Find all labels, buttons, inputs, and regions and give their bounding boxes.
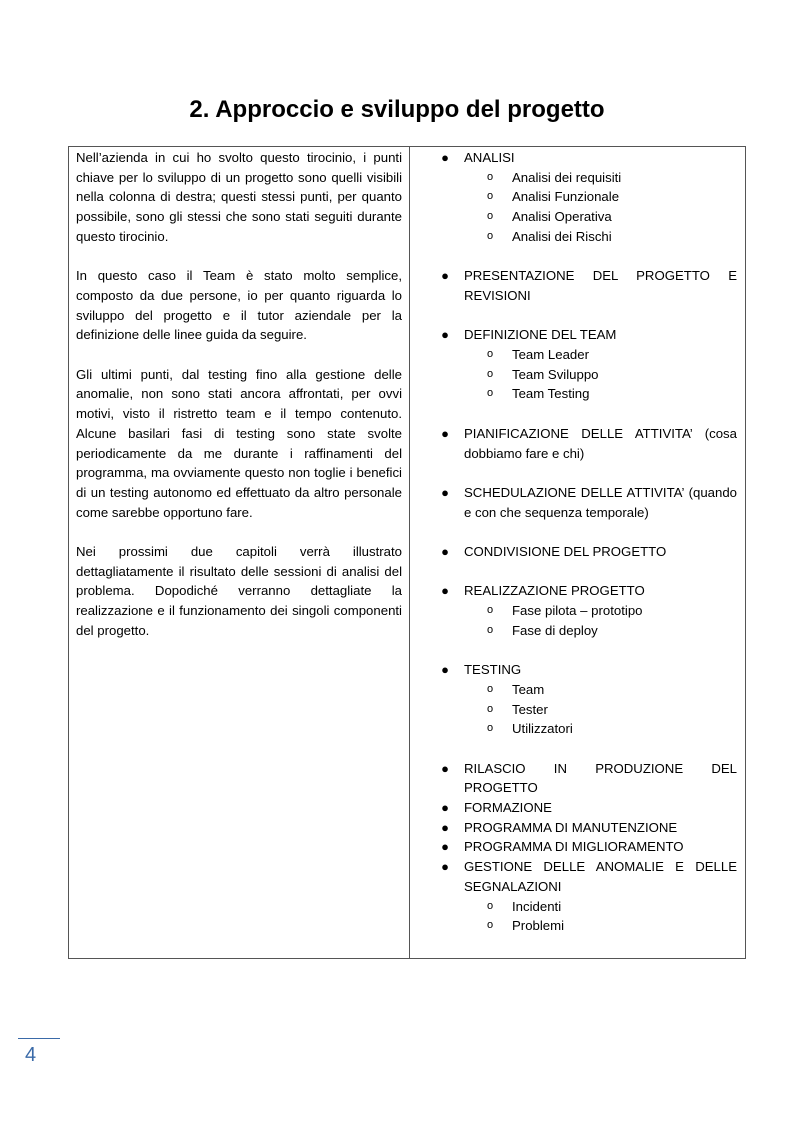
sub-list-item: o Analisi Funzionale: [464, 187, 737, 207]
list-item: ● DEFINIZIONE DEL TEAM o Team Leader o Team Sviluppo o Team Testing: [410, 325, 737, 404]
list-item: ● CONDIVISIONE DEL PROGETTO: [410, 542, 737, 562]
bullet-icon: ●: [441, 859, 449, 875]
circle-bullet-icon: o: [487, 367, 494, 380]
sub-list-item: o Analisi dei requisiti: [464, 168, 737, 188]
sub-list: [464, 168, 737, 247]
sub-list-item: o Problemi: [464, 916, 737, 936]
sub-list-item: o Team Sviluppo: [464, 365, 737, 385]
sub-list-item: o Fase di deploy: [464, 621, 737, 641]
list-item: ● PROGRAMMA DI MANUTENZIONE: [410, 818, 737, 838]
bullet-icon: ●: [441, 839, 449, 855]
circle-bullet-icon: o: [487, 682, 494, 695]
list-item: ● ANALISI o Analisi dei requisiti o Analisi Funzionale o Analisi Operativa o Analisi dei Rischi: [410, 148, 737, 247]
sub-list: [464, 345, 737, 404]
footer-divider: [18, 1038, 60, 1039]
list-item: ● REALIZZAZIONE PROGETTO o Fase pilota – prototipo o Fase di deploy: [410, 581, 737, 640]
section-title: 2. Approccio e sviluppo del progetto: [189, 96, 605, 123]
circle-bullet-icon: o: [487, 229, 494, 242]
bullet-icon: ●: [441, 760, 449, 776]
circle-bullet-icon: o: [487, 722, 494, 735]
circle-bullet-icon: o: [487, 210, 494, 223]
sub-list-item: o Team Testing: [464, 384, 737, 404]
left-column: [69, 147, 410, 959]
bullet-icon: ●: [441, 800, 449, 816]
page-number: 4: [25, 1044, 37, 1066]
bullet-icon: ●: [441, 425, 449, 441]
bullet-icon: ●: [441, 150, 449, 165]
list-item: ● PIANIFICAZIONE DELLE ATTIVITA’ (cosa dobbiamo fare e chi): [410, 424, 737, 463]
sub-list-item: o Incidenti: [464, 897, 737, 917]
circle-bullet-icon: o: [487, 190, 494, 203]
list-item: ● PRESENTAZIONE DEL PROGETTO E REVISIONI: [410, 266, 737, 305]
circle-bullet-icon: o: [487, 623, 494, 636]
circle-bullet-icon: o: [487, 919, 494, 932]
sub-list-item: o Tester: [464, 700, 737, 720]
sub-list: [464, 601, 737, 640]
bullet-icon: ●: [441, 819, 449, 835]
circle-bullet-icon: o: [487, 170, 494, 183]
sub-list-item: o Analisi Operativa: [464, 207, 737, 227]
bullet-icon: ●: [441, 583, 449, 599]
sub-list-item: o Team Leader: [464, 345, 737, 365]
list-item: ● RILASCIO IN PRODUZIONE DEL PROGETTO: [410, 759, 737, 798]
right-column: [410, 147, 746, 959]
circle-bullet-icon: o: [487, 899, 494, 912]
list-item: ● TESTING o Team o Tester o Utilizzatori: [410, 660, 737, 739]
list-item: ● FORMAZIONE: [410, 798, 737, 818]
sub-list-item: o Utilizzatori: [464, 719, 737, 739]
sub-list: [464, 680, 737, 739]
list-item: ● PROGRAMMA DI MIGLIORAMENTO: [410, 837, 737, 857]
content-table: [68, 146, 746, 959]
paragraph-testing: Gli ultimi punti, dal testing fino alla gestione delle anomalie, non sono stati ancora affrontati, per ovvi motivi, visto il ristretto team e il tempo contenuto. Alcune basilari fasi di testing sono state svolte periodicamente da me durante i raffinamenti del programma, ma ovviamente questo non toglie i benefici di un testing autonomo ed effettuato da altro personale come sarebbe opportuno fare.: [76, 366, 402, 520]
bullet-icon: ●: [441, 327, 449, 343]
bullet-icon: ●: [441, 268, 449, 284]
circle-bullet-icon: o: [487, 604, 494, 617]
paragraph-next-chapters: Nei prossimi due capitoli verrà illustrato dettagliatamente il risultato delle sessioni di analisi del problema. Dopodiché verranno dettagliate la realizzazione e il funzionamento dei singoli componenti del progetto.: [76, 544, 402, 638]
sub-list-item: o Fase pilota – prototipo: [464, 601, 737, 621]
bullet-icon: ●: [441, 484, 449, 500]
list-item: ● SCHEDULAZIONE DELLE ATTIVITA’ (quando e con che sequenza temporale): [410, 483, 737, 522]
circle-bullet-icon: o: [487, 702, 494, 715]
circle-bullet-icon: o: [487, 348, 494, 360]
paragraph-team: In questo caso il Team è stato molto semplice, composto da due persone, io per quanto riguarda lo sviluppo del progetto e il tutor aziendale per la definizione delle linee guida da seguire.: [76, 268, 402, 343]
phase-list: [410, 148, 737, 936]
bullet-icon: ●: [441, 543, 449, 559]
bullet-icon: ●: [441, 662, 449, 678]
circle-bullet-icon: o: [487, 387, 494, 400]
sub-list-item: o Team: [464, 680, 737, 700]
paragraph-intro: Nell’azienda in cui ho svolto questo tirocinio, i punti chiave per lo sviluppo di un progetto sono quelli visibili nella colonna di destra; questi stessi punti, per quanto possibile, sono gli stessi che sono stati seguiti durante questo tirocinio.: [76, 150, 402, 244]
sub-list-item: o Analisi dei Rischi: [464, 227, 737, 247]
list-item: ● GESTIONE DELLE ANOMALIE E DELLE SEGNALAZIONI o Incidenti o Problemi: [410, 857, 737, 936]
sub-list: [464, 897, 737, 936]
